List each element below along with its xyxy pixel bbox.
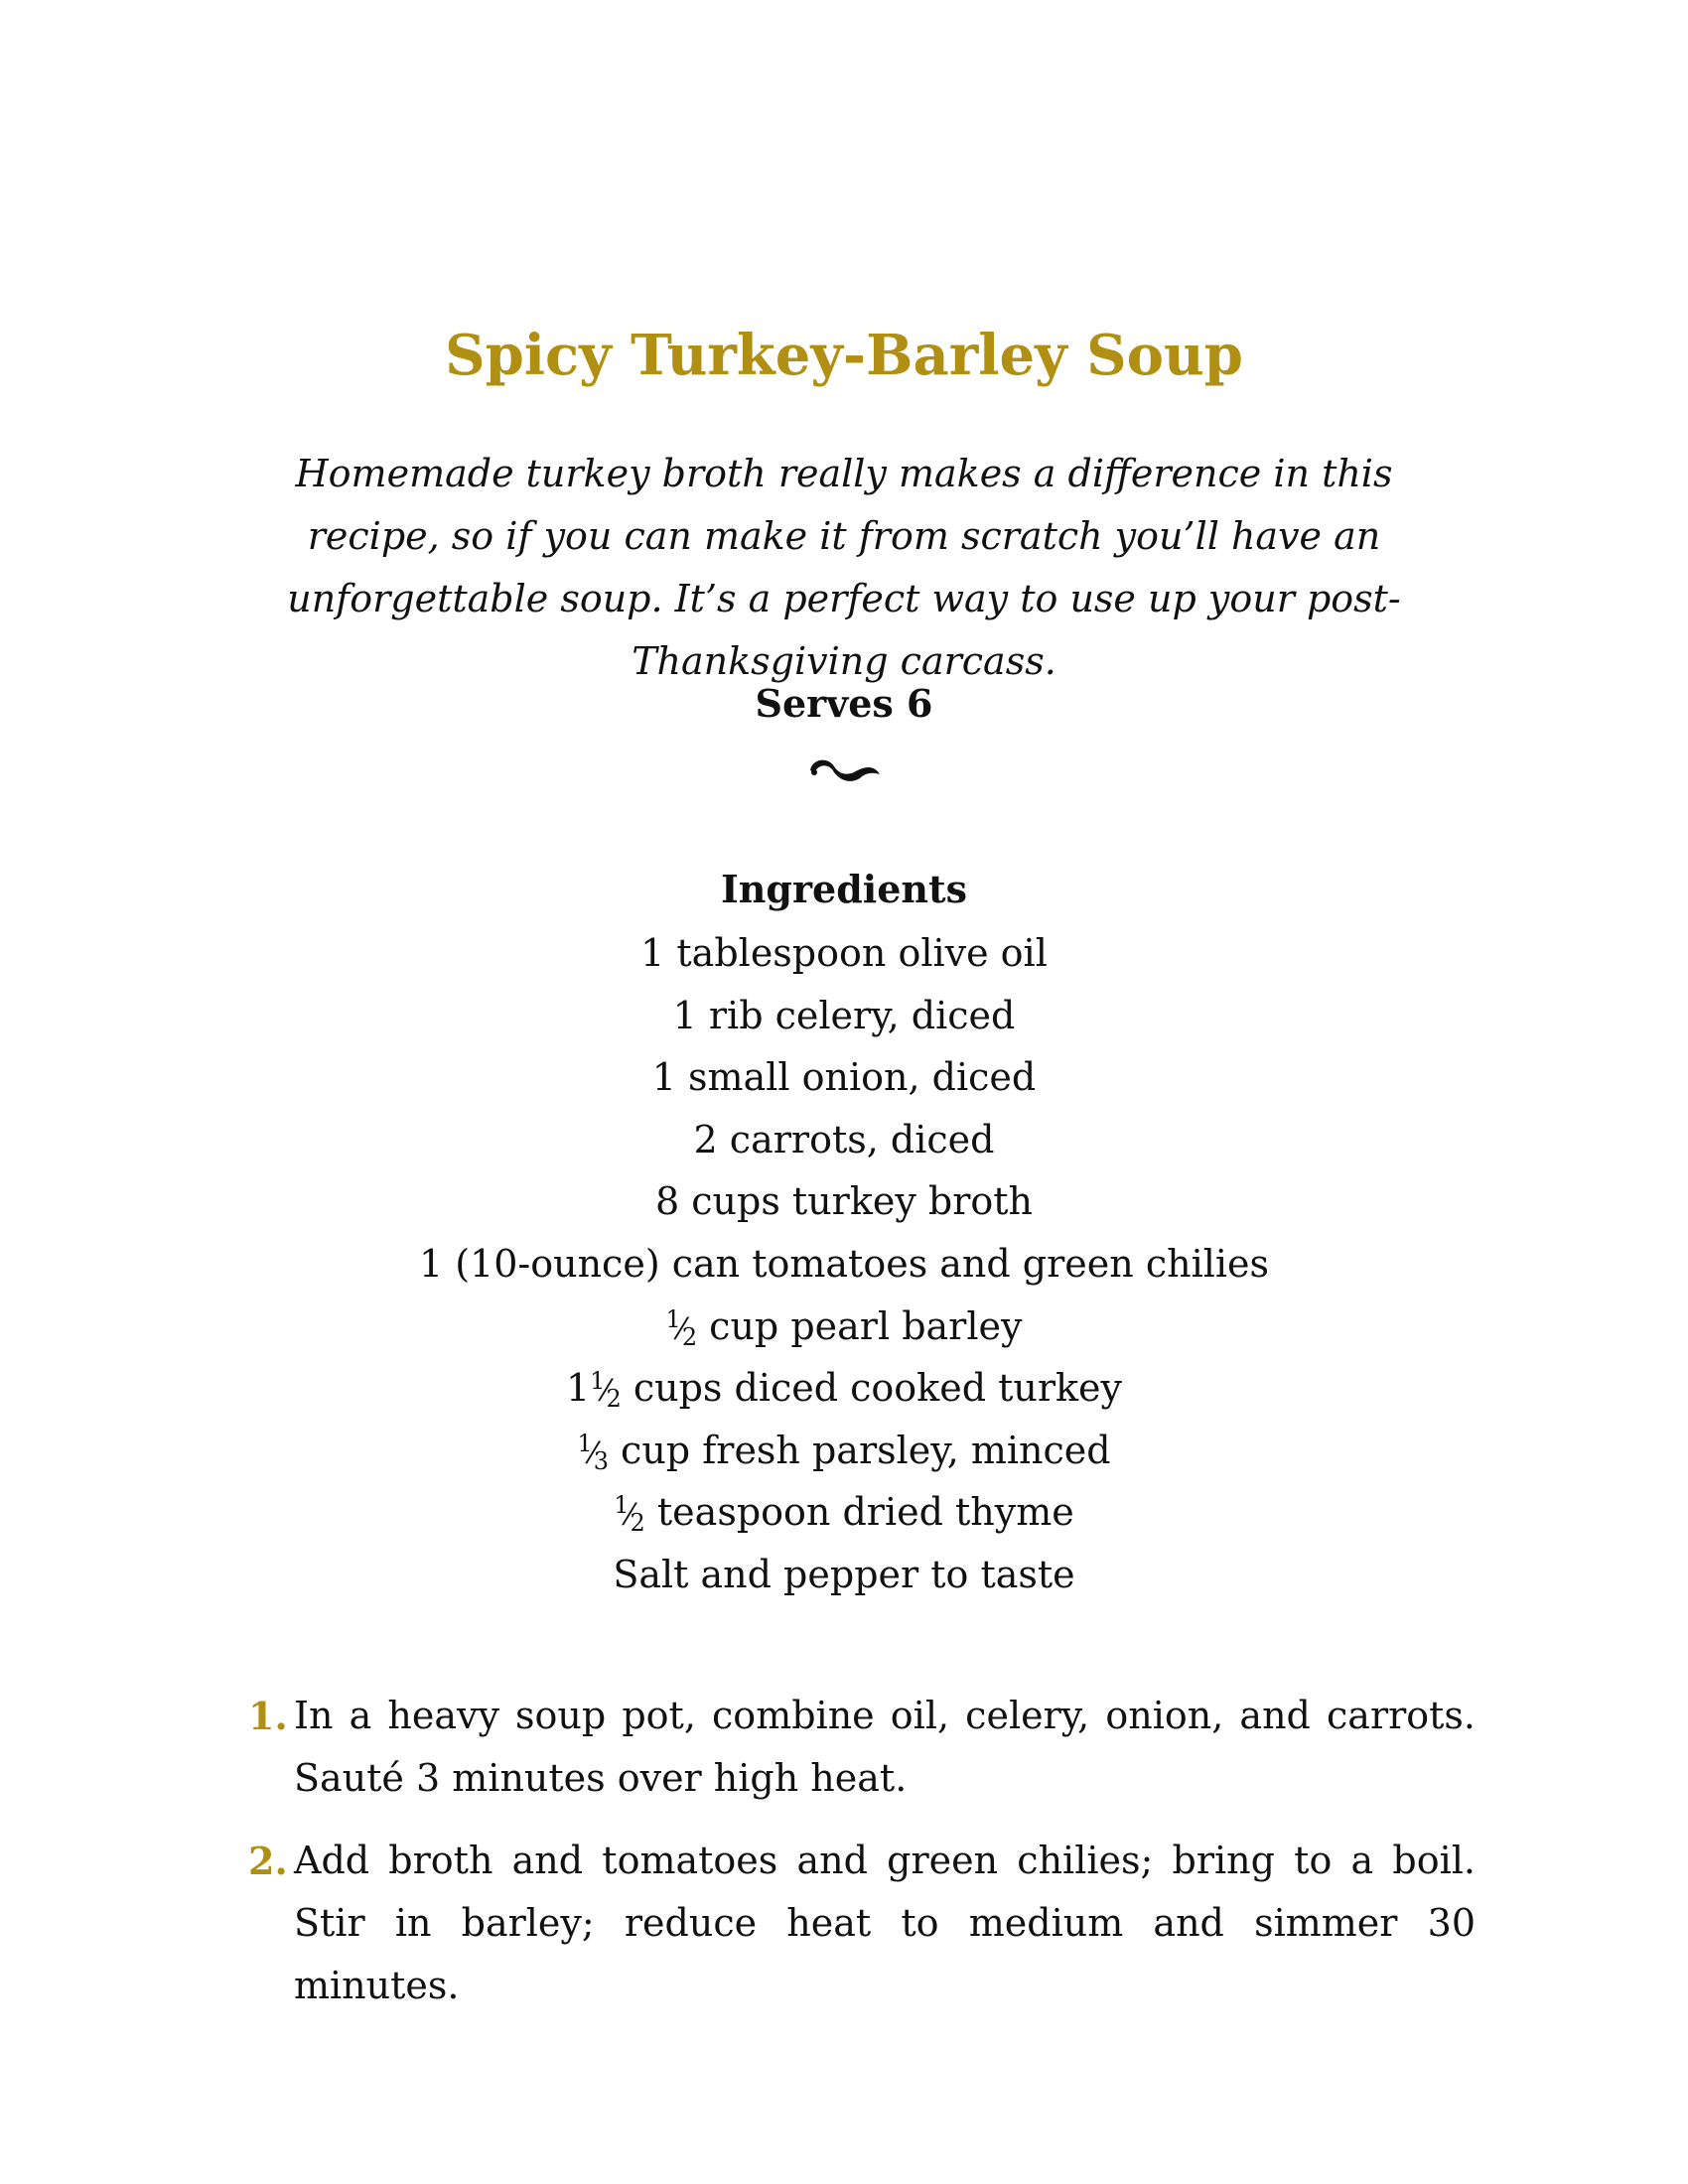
recipe-title: Spicy Turkey-Barley Soup (445, 323, 1243, 388)
ingredient-text: cups diced cooked turkey (621, 1366, 1122, 1411)
step-item (248, 1830, 1476, 2017)
ingredient-text: teaspoon dried thyme (644, 1490, 1074, 1535)
ingredients-heading: Ingredients (721, 867, 967, 911)
ingredient-item (0, 985, 1688, 1047)
ingredients-list (0, 922, 1688, 1606)
fraction-numerator: 1 (577, 1429, 593, 1457)
fraction: $^1⁄_2$ (665, 1304, 698, 1351)
step-number: 1. (248, 1694, 288, 1738)
ingredient-text: 2 carrots, diced (693, 1117, 995, 1161)
step-text: Add broth and tomatoes and green chilies; bring to a boil. Stir in barley; reduce heat to medium and simmer 30 minutes. (294, 1839, 1476, 2007)
ingredient-text: 1 tablespoon olive oil (640, 931, 1048, 975)
fraction: $1^1⁄_2$ (565, 1366, 622, 1414)
step-number: 2. (248, 1839, 288, 1883)
steps-list (248, 1685, 1476, 2037)
step-item (248, 1685, 1476, 1810)
ingredient-text: 1 small onion, diced (651, 1055, 1037, 1100)
ingredient-item (0, 922, 1688, 985)
ingredient-item (0, 1046, 1688, 1109)
ingredient-text: 8 cups turkey broth (655, 1179, 1033, 1224)
ingredient-item (0, 1296, 1688, 1358)
ingredient-item (0, 1109, 1688, 1171)
fraction-numerator: 1 (614, 1491, 630, 1520)
ingredient-text: cup pearl barley (697, 1303, 1023, 1348)
ingredient-item (0, 1544, 1688, 1606)
fraction-numerator: 1 (590, 1367, 606, 1396)
ingredient-text: cup fresh parsley, minced (608, 1428, 1111, 1472)
fraction-denominator: 2 (630, 1509, 645, 1538)
recipe-intro: Homemade turkey broth really makes a difference in this recipe, so if you can make it from scratch you’ll have an unforgettable soup. It’s a perfect way to use up your post-Thanksgiving carcass. (287, 452, 1401, 683)
ingredient-text: 1 (10-ounce) can tomatoes and green chilies (418, 1241, 1270, 1286)
fraction: $^1⁄_3$ (577, 1429, 609, 1475)
serves-label: Serves 6 (755, 681, 933, 726)
fraction-denominator: 2 (681, 1322, 698, 1351)
step-text: In a heavy soup pot, combine oil, celery, onion, and carrots. Sauté 3 minutes over high heat. (294, 1694, 1476, 1800)
fleuron-icon (804, 751, 884, 784)
fraction-denominator: 3 (593, 1446, 609, 1475)
fraction: $^1⁄_2$ (614, 1491, 645, 1538)
fraction-numerator: 1 (665, 1304, 681, 1333)
ingredient-item (0, 1357, 1688, 1420)
ingredient-text: 1 rib celery, diced (672, 993, 1016, 1037)
ingredient-item (0, 1170, 1688, 1233)
ingredient-item (0, 1481, 1688, 1544)
ingredient-text: Salt and pepper to taste (613, 1552, 1075, 1596)
fraction-whole: 1 (565, 1366, 591, 1411)
fraction-denominator: 2 (606, 1385, 622, 1414)
ingredient-item (0, 1420, 1688, 1482)
ingredient-item (0, 1233, 1688, 1296)
